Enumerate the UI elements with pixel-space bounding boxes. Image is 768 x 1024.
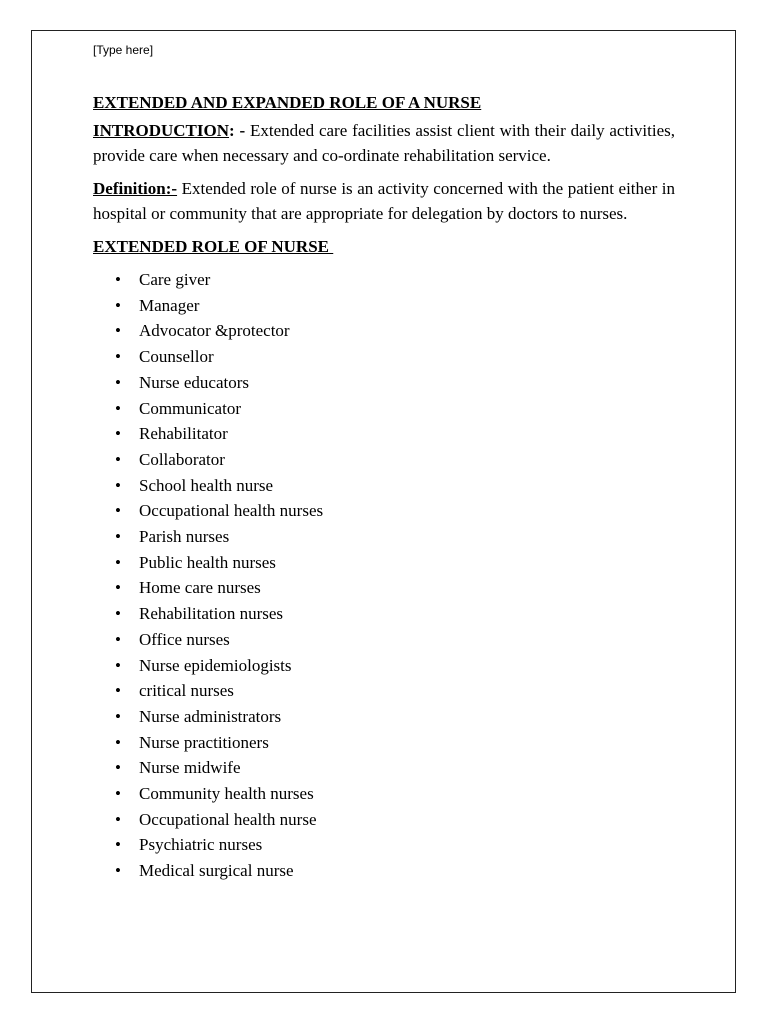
bullet-icon: • [115,527,121,547]
list-item [115,267,675,293]
definition-label-group [93,179,177,198]
list-item [115,344,675,370]
bullet-icon: • [115,681,121,701]
list-item [115,318,675,344]
list-item [115,807,675,833]
list-item [115,293,675,319]
list-item [115,421,675,447]
list-item-text: Psychiatric nurses [139,835,263,855]
list-item-text: School health nurse [139,475,274,495]
extended-role-list [93,267,675,884]
header-placeholder[interactable]: [Type here] [93,43,154,57]
list-item-text: Nurse educators [139,372,249,392]
list-item [115,832,675,858]
list-item [115,396,675,422]
introduction-separator: : - [229,121,250,140]
definition-text: Extended role of nurse is an activity concerned with the patient either in hospital or community that are appropriate for delegation by doctors to nurses. [93,179,675,223]
bullet-icon: • [115,629,121,649]
bullet-icon: • [115,449,121,469]
list-item [115,678,675,704]
bullet-icon: • [115,835,121,855]
list-item [115,550,675,576]
list-item-text: Nurse administrators [139,706,282,726]
list-item [115,601,675,627]
extended-role-heading: EXTENDED ROLE OF NURSE [93,237,334,256]
list-item-text: Collaborator [139,449,225,469]
list-item-text: Care giver [139,270,211,289]
definition-label: Definition:- [93,179,178,198]
bullet-icon: • [115,295,121,315]
list-item [115,858,675,884]
bullet-icon: • [115,809,121,829]
bullet-icon: • [115,398,121,418]
bullet-icon: • [115,604,121,624]
definition-paragraph [93,177,675,226]
bullet-icon: • [115,655,121,675]
bullet-icon: • [115,347,121,367]
list-item-text: Nurse practitioners [139,732,269,752]
list-item-text: Parish nurses [139,527,230,547]
list-item-text: Nurse midwife [139,758,241,778]
bullet-icon: • [115,732,121,752]
list-item [115,524,675,550]
list-item [115,473,675,499]
bullet-icon: • [115,475,121,495]
list-item-text: Office nurses [139,629,230,649]
introduction-label-group [93,121,250,140]
list-item-text: Occupational health nurse [139,809,317,829]
list-item-text: Advocator &protector [139,321,290,341]
list-item-text: Medical surgical nurse [139,861,294,881]
introduction-paragraph [93,119,675,168]
list-item-text: Counsellor [139,347,214,367]
list-item-text: Public health nurses [139,552,276,572]
bullet-icon: • [115,784,121,804]
list-item [115,730,675,756]
document-page [31,30,736,993]
bullet-icon: • [115,372,121,392]
list-item-text: Rehabilitator [139,424,228,444]
introduction-label: INTRODUCTION [93,121,230,140]
list-item-text: Manager [139,295,200,315]
bullet-icon: • [115,424,121,444]
bullet-icon: • [115,501,121,521]
list-item-text: Occupational health nurses [139,501,324,521]
list-item [115,781,675,807]
bullet-icon: • [115,270,121,289]
document-content [93,43,675,884]
list-item-text: Rehabilitation nurses [139,604,284,624]
list-item-text: Community health nurses [139,784,314,804]
bullet-icon: • [115,861,121,881]
list-item-text: Home care nurses [139,578,261,598]
bullet-icon: • [115,321,121,341]
list-item [115,447,675,473]
bullet-icon: • [115,578,121,598]
bullet-icon: • [115,758,121,778]
list-item-text: Nurse epidemiologists [139,655,292,675]
list-item [115,704,675,730]
list-item [115,370,675,396]
list-item [115,755,675,781]
bullet-icon: • [115,706,121,726]
list-item [115,498,675,524]
list-item-text: Communicator [139,398,241,418]
document-title: EXTENDED AND EXPANDED ROLE OF A NURSE [93,93,482,112]
list-item [115,627,675,653]
bullet-icon: • [115,552,121,572]
introduction-text: Extended care facilities assist client with their daily activities, provide care when necessary and co-ordinate rehabilitation service. [93,121,676,165]
list-item-text: critical nurses [139,681,234,701]
list-item [115,653,675,679]
list-item [115,575,675,601]
